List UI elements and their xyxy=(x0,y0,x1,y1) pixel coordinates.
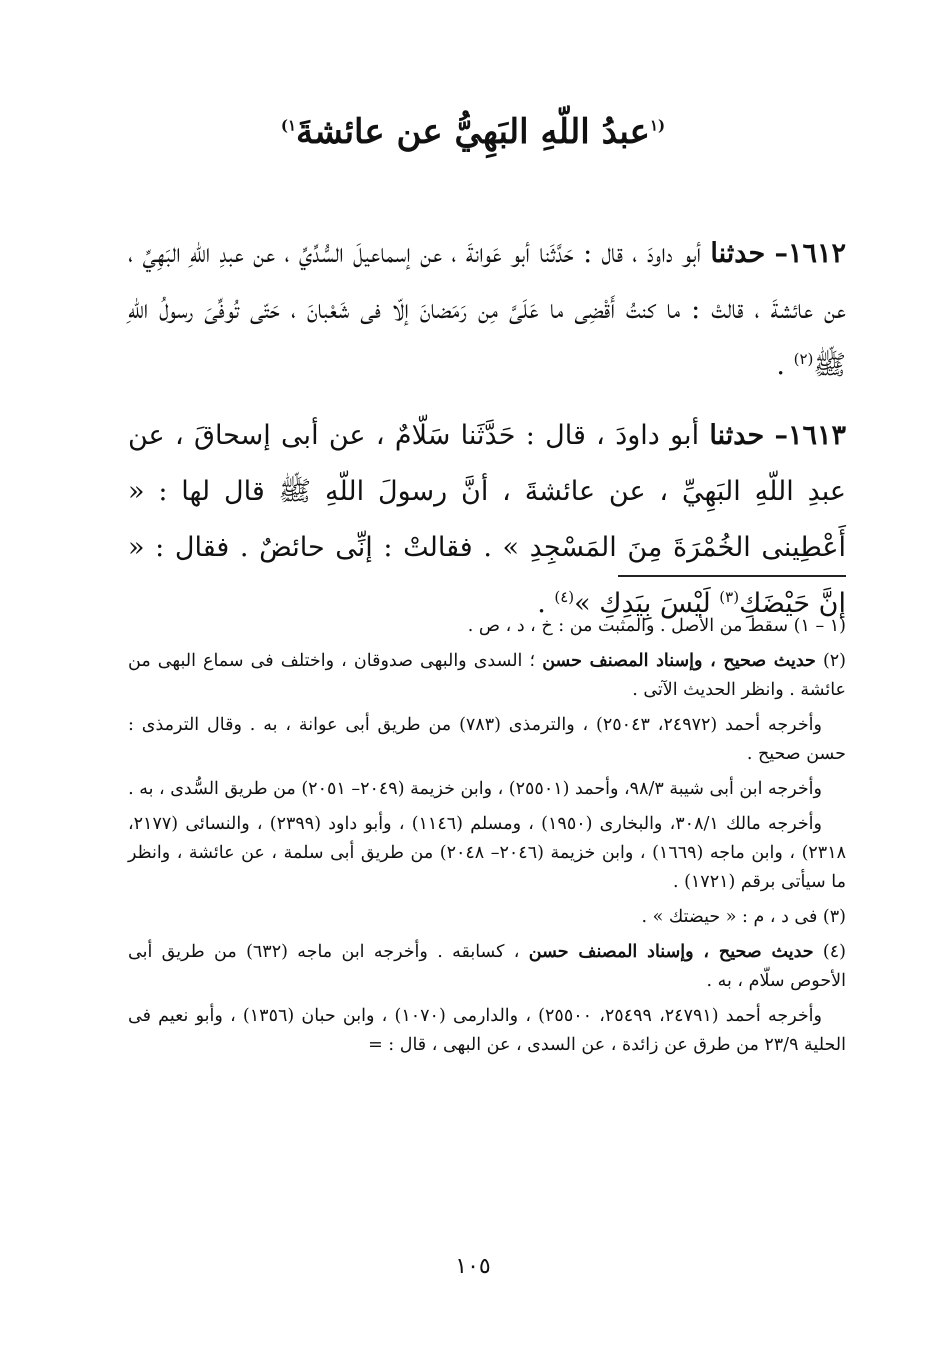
hadith-text: أبو داودَ ، قال : حَدَّثَنا أبو عَوانةَ ، عن إسماعيلَ السُّدِّيِّ ، عن عبدِ اللّهِ البَهِيِّ ، عن عائشةَ ، قالتْ : ما كنتُ أَقْضِى ما عَلَىَّ مِن رَمَضانَ إلّا فى شَعْبانَ ، حَتّى تُوفِّىَ رسولُ اللّهِ ﷺ xyxy=(128,238,846,381)
hadith-number: ١٦١٢– xyxy=(774,238,846,269)
footnote-text: ، كسابقه . وأخرجه ابن ماجه (٦٣٢) من طريق أبى الأحوص سلّام ، به . xyxy=(128,942,846,991)
hadith-text-continued: لَيْسَ بِيَدِكِ » xyxy=(574,588,720,619)
hadith-number: ١٦١٣– xyxy=(774,420,846,451)
footnote-text: ؛ السدى والبهى صدوقان ، واختلف فى سماع البهى من عائشة . وانظر الحديث الآتى . xyxy=(128,651,846,700)
hadith-end: . xyxy=(776,350,794,381)
footnote-2-para-3: وأخرجه ابن أبى شيبة ٩٨/٣، وأحمد (٢٥٥٠١) ، وابن خزيمة (٢٠٤٩– ٢٠٥١) من طريق السُّدى ، به . xyxy=(128,779,822,799)
footnote-2-para-2: وأخرجه أحمد (٢٤٩٧٢، ٢٥٠٤٣) ، والترمذى (٧٨٣) من طريق أبى عوانة ، به . وقال الترمذى : حسن صحيح . xyxy=(128,715,846,764)
hadith-lead: حدثنا xyxy=(709,420,765,451)
title-ref-open: (١ xyxy=(649,116,666,135)
footnote-4-para-2: وأخرجه أحمد (٢٤٧٩١، ٢٥٤٩٩، ٢٥٥٠٠) ، والدارمى (١٠٧٠) ، وابن حبان (١٣٥٦) ، وأبو نعيم فى الحلية ٢٣/٩ من طرق عن زائدة ، عن السدى ، عن البهى ، قال : = xyxy=(128,1006,846,1055)
hadith-section xyxy=(128,226,846,646)
hadith-text: أبو داودَ ، قال : حَدَّثَنا سَلّامٌ ، عن أبى إسحاقَ ، عن عبدِ اللّهِ البَهِيِّ ، عن عائشةَ ، أنَّ رسولَ اللّهِ ﷺ قال لها : « أَعْطِينى الخُمْرَةَ مِنَ المَسْجِدِ » . فقالتْ : إنِّى حائضٌ . فقال : « إنَّ حَيْضَكِ xyxy=(128,420,846,619)
chapter-title-text: عبدُ اللّهِ البَهِيُّ عن عائشةَ xyxy=(296,112,650,152)
footnote-ref: (٢) xyxy=(793,350,814,368)
chapter-title xyxy=(0,108,946,156)
footnote-4 xyxy=(128,938,846,996)
footnotes xyxy=(128,612,846,1066)
footnote-divider xyxy=(618,575,846,577)
title-ref-close: ١) xyxy=(280,116,297,135)
footnote-grading: حديث صحيح ، وإسناد المصنف حسن xyxy=(542,651,816,671)
footnote-ref: (٤) xyxy=(554,588,575,606)
hadith-1612 xyxy=(128,226,846,394)
page-number: ١٠٥ xyxy=(455,1254,491,1279)
footnote-1: (١ – ١) سقط من الأصل . والمثبت من : خ ، د ، ص . xyxy=(467,616,846,636)
footnote-label: (٢) xyxy=(822,651,846,671)
footnote-label: (٤) xyxy=(822,942,846,962)
footnote-2-para-4: وأخرجه مالك ٣٠٨/١، والبخارى (١٩٥٠) ، ومسلم (١١٤٦) ، وأبو داود (٢٣٩٩) ، والنسائى (٢١٧٧، ٢٣١٨) ، وابن ماجه (١٦٦٩) ، وابن خزيمة (٢٠٤٦– ٢٠٤٨) من طريق أبى سلمة ، عن عائشة ، وانظر ما سيأتى برقم (١٧٢١) . xyxy=(128,814,847,892)
hadith-lead: حدثنا xyxy=(710,238,766,269)
hadith-end: . xyxy=(537,588,555,619)
footnote-grading: حديث صحيح ، وإسناد المصنف حسن xyxy=(528,942,814,962)
footnote-2 xyxy=(128,647,846,705)
footnote-3: (٣) فى د ، م : « حيضتك » . xyxy=(641,907,846,927)
footnote-ref: (٣) xyxy=(719,588,740,606)
hadith-1613 xyxy=(128,408,846,632)
